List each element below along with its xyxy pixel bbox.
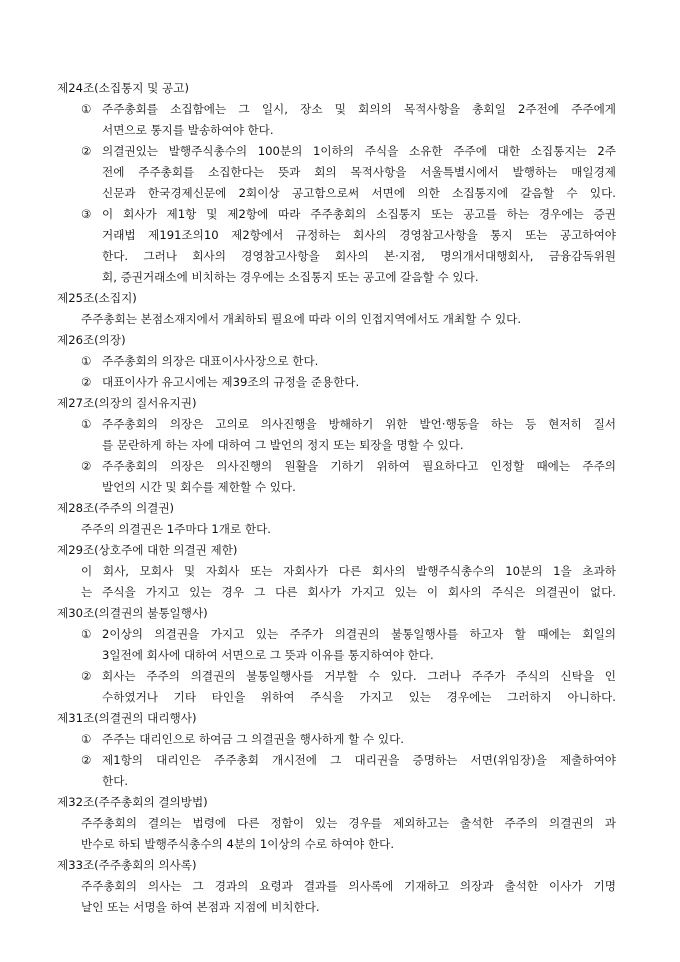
article-heading: 제30조(의결권의 불통일행사) [57, 606, 208, 620]
item-number: ② [81, 144, 92, 158]
article-heading: 제31조(의결권의 대리행사) [57, 711, 197, 725]
item-text-line: 를 문란하게 하는 자에 대하여 그 발언의 정지 또는 퇴장을 명할 수 있다. [102, 438, 464, 452]
item-text-line: 전에 주주총회를 소집한다는 뜻과 회의 목적사항을 서울특별시에서 발행하는 매일경제 [102, 165, 616, 179]
item-text-line: 대표이사가 유고시에는 제39조의 규정을 준용한다. [102, 375, 360, 389]
item-text-line: 수하였거나 기타 타인을 위하여 주식을 가지고 있는 경우에는 그러하지 아니하다. [102, 690, 616, 704]
item-text-line: 발언의 시간 및 회수를 제한할 수 있다. [102, 480, 296, 494]
item-text-line: 회사는 주주의 의결권의 불통일행사를 거부할 수 있다. 그러나 주주가 주식의 신탁을 인 [102, 669, 616, 683]
item-text-line: 신문과 한국경제신문에 2회이상 공고함으로써 서면에 의한 소집통지에 갈음할 수 있다. [102, 186, 616, 200]
item-number: ① [81, 354, 92, 368]
article-heading: 제25조(소집지) [57, 291, 137, 305]
item-text-line: 제1항의 대리인은 주주총회 개시전에 그 대리권을 증명하는 서면(위임장)을 제출하여야 [102, 753, 616, 767]
article-heading: 제33조(주주총회의 의사록) [57, 858, 197, 872]
item-number: ① [81, 417, 92, 431]
paragraph-line: 주주총회의 의사는 그 경과의 요령과 결과를 의사록에 기재하고 의장과 출석한 이사가 기명 [81, 879, 616, 893]
item-number: ② [81, 753, 92, 767]
item-text-line: 의결권있는 발행주식총수의 100분의 1이하의 주식을 소유한 주주에 대한 소집통지는 2주 [102, 144, 616, 158]
item-number: ① [81, 102, 92, 116]
item-number: ② [81, 459, 92, 473]
paragraph-line: 날인 또는 서명을 하여 본점과 지점에 비치한다. [81, 900, 320, 914]
paragraph-line: 는 주식을 가지고 있는 경우 그 다른 회사가 가지고 있는 이 회사의 주식은 의결권이 없다. [81, 585, 616, 599]
item-text-line: 서면으로 통지를 발송하여야 한다. [102, 123, 274, 137]
article-heading: 제24조(소집통지 및 공고) [57, 81, 189, 95]
article-heading: 제27조(의장의 질서유지권) [57, 396, 197, 410]
item-number: ② [81, 375, 92, 389]
article-heading: 제28조(주주의 의결권) [57, 501, 175, 515]
item-number: ① [81, 732, 92, 746]
paragraph-line: 주주의 의결권은 1주마다 1개로 한다. [81, 522, 271, 536]
paragraph-line: 주주총회는 본점소재지에서 개최하되 필요에 따라 이의 인접지역에서도 개최할 수 있다. [81, 312, 522, 326]
item-text-line: 회, 증권거래소에 비치하는 경우에는 소집통지 또는 공고에 갈음할 수 있다. [102, 270, 479, 284]
paragraph-line: 반수로 하되 발행주식총수의 4분의 1이상의 수로 하여야 한다. [81, 837, 395, 851]
item-number: ③ [81, 207, 92, 221]
item-text-line: 주주총회를 소집함에는 그 일시, 장소 및 회의의 목적사항을 총회일 2주전에 주주에게 [102, 102, 616, 116]
item-text-line: 주주총회의 의장은 의사진행의 원활을 기하기 위하여 필요하다고 인정할 때에는 주주의 [102, 459, 616, 473]
item-text-line: 이 회사가 제1항 및 제2항에 따라 주주총회의 소집통지 또는 공고를 하는 경우에는 증권 [102, 207, 616, 221]
item-text-line: 한다. 그러나 회사의 경영참고사항을 회사의 본·지점, 명의개서대행회사, 금융감독위원 [102, 249, 616, 263]
item-text-line: 주주는 대리인으로 하여금 그 의결권을 행사하게 할 수 있다. [102, 732, 404, 746]
item-text-line: 주주총회의 의장은 대표이사사장으로 한다. [102, 354, 319, 368]
item-number: ① [81, 627, 92, 641]
paragraph-line: 이 회사, 모회사 및 자회사 또는 자회사가 다른 회사의 발행주식총수의 10분의 1을 초과하 [81, 564, 616, 578]
paragraph-line: 주주총회의 결의는 법령에 다른 정함이 있는 경우를 제외하고는 출석한 주주의 의결권의 과 [81, 816, 616, 830]
article-heading: 제26조(의장) [57, 333, 126, 347]
item-text-line: 2이상의 의결권을 가지고 있는 주주가 의결권의 불통일행사를 하고자 할 때에는 회일의 [102, 627, 616, 641]
item-text-line: 거래법 제191조의10 제2항에서 규정하는 회사의 경영참고사항을 통지 또는 공고하여야 [102, 228, 616, 242]
article-heading: 제32조(주주총회의 결의방법) [57, 795, 208, 809]
item-number: ② [81, 669, 92, 683]
item-text-line: 한다. [102, 774, 129, 788]
article-heading: 제29조(상호주에 대한 의결권 제한) [57, 543, 238, 557]
item-text-line: 3일전에 회사에 대하여 서면으로 그 뜻과 이유를 통지하여야 한다. [102, 648, 434, 662]
item-text-line: 주주총회의 의장은 고의로 의사진행을 방해하기 위한 발언·행동을 하는 등 현저히 질서 [102, 417, 616, 431]
